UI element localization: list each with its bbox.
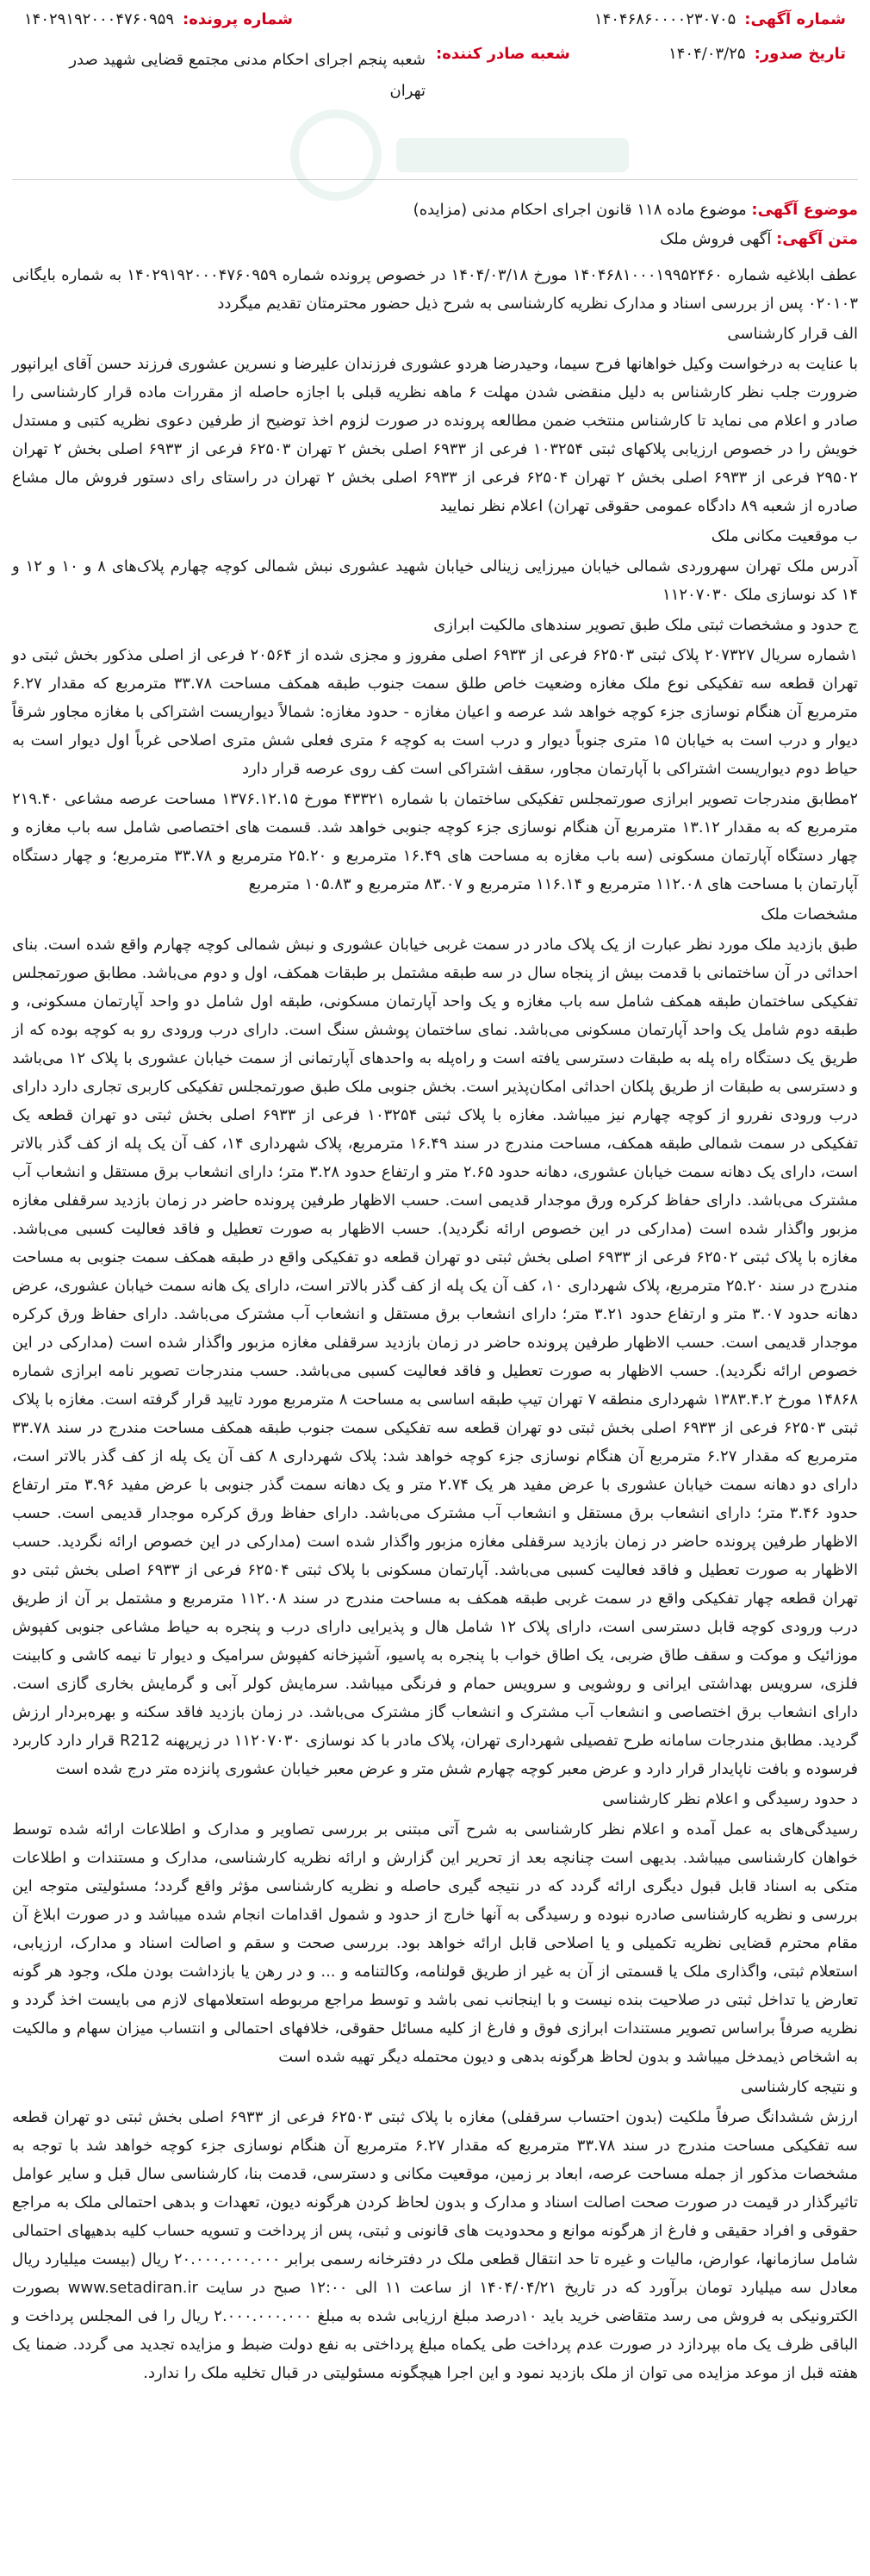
paragraph-scope: رسیدگی‌های به عمل آمده و اعلام نظر کارشناسی به شرح آتی مبتنی بر بررسی تصاویر و مدارک و اطلاعات ارائه شده توسط خواهان کارشناسی میباشد. بدیهی است چنانچه بعد از تحریر این گزارش و ارائه نظریه کارشناسی، مدارک و مستندات و اطلاعات متکی به اسناد قابل قبول دیگری ارائه گردد که در نتیجه گیری حاصله و نظریه کارشناسی مؤثر واقع گردد؛ مسئولیتی متوجه این بررسی و نظریه کارشناسی صادره نبوده و رسیدگی به آنها خارج از حدود و شمول اقدامات انجام شده میباشد و در صورت ابلاغ آن مقام محترم قضایی نظریه تکمیلی و یا اصلاحی قابل ارائه خواهد بود. بررسی صحت و سقم و اصالت اسناد و مدارک، ارزیابی، استعلام ثبتی، واگذاری ملک یا قسمتی از آن به غیر از طریق قولنامه، وکالتنامه و ... و در رهن یا بازداشت بودن ملک، وجود هر گونه تعارض یا تداخل ثبتی در صلاحیت بنده نیست و با اینجانب نمی باشد و توسط مراجع مربوطه استعلامهای لازم می بایست اخذ گردد و نظریه صرفاً براساس تصویر مستندات ابرازی فوق و فارغ از کلیه مسائل حقوقی، خلافهای احتمالی و انتساب میزان سهام و مالکیت به اشخاص ذیمدخل میباشد و بدون لحاظ هرگونه بدهی و دیون محتمله دیگر تهیه شده است: [12, 1820, 858, 2066]
paragraph-intro: عطف ابلاغیه شماره ۱۴۰۴۶۸۱۰۰۰۱۹۹۵۲۴۶۰ مورخ ۱۴۰۴/۰۳/۱۸ در خصوص پرونده شماره ۱۴۰۲۹۱۹۲۰۰۰۴۷۶۰۹۵۹ به شماره بایگانی ۰۲۰۱۰۳ پس از بررسی اسناد و مدارک نظریه کارشناسی به شرح ذیل حضور محترمتان تقدیم میگردد: [12, 266, 858, 313]
paragraph-address: آدرس ملک تهران سهروردی شمالی خیابان میرزایی زینالی خیابان شهید عشوری نبش شمالی کوچه چهارم پلاک‌های ۸ و ۱۰ و ۱۲ و ۱۴ کد نوسازی ملک ۱۱۲۰۷۰۳۰: [12, 557, 858, 604]
header-row-1: [24, 10, 846, 28]
section-heading-alef: الف قرار کارشناسی: [727, 325, 858, 343]
ad-number-label: شماره آگهی:: [744, 10, 846, 28]
ad-number-value: ۱۴۰۴۶۸۶۰۰۰۰۲۳۰۷۰۵: [593, 10, 736, 28]
paragraph-deed-1: ۱شماره سریال ۲۰۷۳۲۷ پلاک ثبتی ۶۲۵۰۳ فرعی از ۶۹۳۳ اصلی مفروز و مجزی شده از ۲۰۵۶۴ فرعی از اصلی مذکور بخش ثبتی دو تهران قطعه سه تفکیکی نوع ملک مغازه وضعیت خاص طلق سمت جنوب طبقه همکف مساحت ۳۳.۷۸ مترمربع که مقدار ۶.۲۷ مترمربع آن هنگام نوسازی جزء کوچه خواهد شد عرصه و اعیان مغازه - حدود مغازه: شمالاً دیواریست اشتراکی با مغازه مجاور شرقاً دیوار و درب است به خیابان ۱۵ متری جنوباً دیوار و درب است به کوچه ۶ متری فعلی شش متری اصلاحی غرباً اول دیوار است به حیاط دوم دیواریست اشتراکی با آپارتمان مجاور، سقف اشتراکی است کف روی عرصه قرار دارد: [12, 646, 859, 778]
subject-topic-label: موضوع آگهی:: [751, 201, 858, 219]
paragraph-result: ارزش ششدانگ صرفاً ملکیت (بدون احتساب سرقفلی) مغازه با پلاک ثبتی ۶۲۵۰۳ فرعی از ۶۹۳۳ اصلی بخش ثبتی دو تهران قطعه سه تفکیکی مساحت مندرج در سند ۳۳.۷۸ مترمربع که مقدار ۶.۲۷ مترمربع آن هنگام نوسازی جزء کوچه خواهد شد با توجه به مشخصات مذکور از جمله مساحت عرصه، ابعاد بر زمین، موقعیت مکانی و دسترسی، قدمت بنا، کارشناسی سال قبل و سایر عوامل تاثیرگذار در قیمت در صورت صحت اصالت اسناد و مدارک و بدون لحاظ کردن هرگونه دیون، تعهدات و بدهی احتمالی ملک به مراجع حقوقی و افراد حقیقی و فارغ از هرگونه موانع و محدودیت های قانونی و ثبتی، پس از پرداخت و تسویه حساب کلیه بدهیهای احتمالی شامل سازمانها، عوارض، مالیات و غیره تا حد انتقال قطعی ملک در دفترخانه رسمی برابر ۲۰.۰۰۰.۰۰۰.۰۰۰ ریال (بیست میلیارد ریال معادل سه میلیارد تومان برآورد که در تاریخ ۱۴۰۴/۰۴/۲۱ از ساعت ۱۱ الی ۱۲:۰۰ صبح در سایت www.setadiran.ir بصورت الکترونیکی به فروش می رسد متقاضی خرید باید ۱۰درصد مبلغ ارزیابی شده به مبلغ ۲.۰۰۰.۰۰۰.۰۰۰ ریال را فی المجلس پرداخت و الباقی ظرف یک ماه بپردازد در صورت عدم پرداخت طی یکماه مبلغ پرداختی به نفع دولت ضبط و مزایده تجدید می گردد. ضمنا یک هفته قبل از موعد مزایده می توان از ملک بازدید نمود و این اجرا هیچگونه مسئولیتی در قبال تخلیه ملک را ندارد.: [12, 2108, 859, 2382]
case-number: [24, 10, 293, 28]
issue-date: [668, 45, 846, 63]
subject-text-label: متن آگهی:: [776, 230, 858, 248]
section-heading-jim: ج حدود و مشخصات ثبتی ملک طبق تصویر سندهای مالکیت ابرازی: [433, 616, 858, 634]
ad-number: [594, 10, 846, 28]
issuer-value: شعبه پنجم اجرای احکام مدنی مجتمع قضایی شهید صدر تهران: [69, 51, 426, 100]
section-heading-be: ب موقعیت مکانی ملک: [711, 527, 858, 545]
section-heading-vav: و نتیجه کارشناسی: [740, 2078, 858, 2096]
case-number-label: شماره پرونده:: [183, 10, 293, 28]
paragraph-specs: طبق بازدید ملک مورد نظر عبارت از یک پلاک مادر در سمت غربی خیابان عشوری و نبش شمالی کوچه چهارم واقع شده است. بنای احداثی در آن ساختمانی با قدمت بیش از پنجاه سال در سه طبقه مشتمل بر طبقات همکف، اول و دوم می‌باشد. مطابق صورتمجلس تفکیکی ساختمان طبقه همکف شامل سه باب مغازه و یک واحد آپارتمان مسکونی، طبقه اول شامل دو واحد آپارتمان مسکونی، و طبقه دوم شامل یک واحد آپارتمان مسکونی می‌باشد. نمای ساختمان پوشش سنگ است. دارای درب ورودی رو به کوچه بوده که از طریق یک دستگاه راه پله به طبقات دسترسی یافته است و راه‌پله به واحدهای آپارتمانی از سمت خیابان عشوری با پلاک ۱۲ می‌باشد و دسترسی به طبقات از طریق پلکان احداثی امکان‌پذیر است. بخش جنوبی ملک طبق صورتمجلس تفکیکی کاربری تجاری دارد دارای درب ورودی نفررو از کوچه چهارم نیز میباشد. مغازه با پلاک ثبتی ۱۰۳۲۵۴ فرعی از ۶۹۳۳ اصلی بخش ثبتی دو تهران قطعه یک تفکیکی در سمت شمالی طبقه همکف، مساحت مندرج در سند ۱۶.۴۹ مترمربع، پلاک شهرداری ۱۴، کف آن یک پله از کف گذر بالاتر است، دارای یک دهانه سمت خیابان عشوری، دهانه حدود ۲.۶۵ متر و ارتفاع حدود ۳.۲۸ متر؛ دارای انشعاب برق مستقل و انشعاب آب مشترک می‌باشد. دارای حفاظ کرکره ورق موجدار قدیمی است. حسب الاظهار طرفین پرونده حاضر در زمان بازدید سرقفلی مغازه مزبور واگذار شده است (مدارکی در این خصوص ارائه نگردید). حسب الاظهار به صورت تعطیل و فاقد فعالیت کسبی می‌باشد. مغازه با پلاک ثبتی ۶۲۵۰۲ فرعی از ۶۹۳۳ اصلی بخش ثبتی دو تهران قطعه دو تفکیکی واقع در طبقه همکف سمت جنوبی به مساحت مندرج در سند ۲۵.۲۰ مترمربع، پلاک شهرداری ۱۰، کف آن یک پله از کف گذر بالاتر است، دارای یک هانه سمت خیابان عشوری، عرض دهانه حدود ۳.۰۷ متر و ارتفاع حدود ۳.۲۱ متر؛ دارای انشعاب برق مستقل و انشعاب آب مشترک می‌باشد. دارای حفاظ ورق کرکره موجدار قدیمی است. حسب الاظهار طرفین پرونده حاضر در زمان بازدید سرقفلی مغازه مزبور واگذار شده است (مدارکی در این خصوص ارائه نگردید). حسب الاظهار به صورت تعطیل و فاقد فعالیت کسبی می‌باشد. حسب مندرجات تصویر نامه ابرازی شماره ۱۴۸۶۸ مورخ ۱۳۸۳.۴.۲ شهرداری منطقه ۷ تهران تیپ طبقه اساسی به مساحت ۸ مترمربع مورد تایید قرار گرفته است. مغازه با پلاک ثبتی ۶۲۵۰۳ فرعی از ۶۹۳۳ اصلی بخش ثبتی دو تهران قطعه سه تفکیکی سمت جنوب طبقه همکف مساحت مندرج در سند ۳۳.۷۸ مترمربع که مقدار ۶.۲۷ مترمربع آن هنگام نوسازی جزء کوچه خواهد شد: پلاک شهرداری ۸ کف آن یک پله از کف گذر بالاتر است، دارای دو دهانه سمت خیابان عشوری با عرض مفید هر یک ۲.۷۴ متر و یک دهانه سمت گذر جنوبی با عرض مفید ۳.۹۶ متر ارتفاع حدود ۳.۴۶ متر؛ دارای انشعاب برق مستقل و انشعاب آب مشترک می‌باشد. دارای حفاظ ورق کرکره موجدار قدیمی است. حسب الاظهار طرفین پرونده حاضر در زمان بازدید سرقفلی مغازه مزبور واگذار شده است (مدارکی در این خصوص ارائه نگردید. حسب الاظهار به صورت تعطیل و فاقد فعالیت کسبی می‌باشد. آپارتمان مسکونی با پلاک ثبتی ۶۲۵۰۴ فرعی از ۶۹۳۳ اصلی بخش ثبتی دو تهران قطعه چهار تفکیکی واقع در سمت غربی طبقه همکف به مساحت مندرج در سند ۱۱۲.۰۸ مترمربع و مشتمل بر آن از طریق درب ورودی کوچه قابل دسترسی است، دارای پلاک ۱۲ شامل هال و پذیرایی دارای درب و پنجره به حیاط مشاعی جنوبی کفپوش موزائیک و موکت و سقف طاق ضربی، یک اطاق خواب با پنجره به پاسیو، آشپزخانه کفپوش سرامیک و دیوار تا نیمه کاشی و کابینت فلزی، سرویس بهداشتی ایرانی و روشویی و سرویس حمام و فرنگی میباشد. سرمایش کولر آبی و گرمایش بخاری گازی است. دارای انشعاب برق اختصاصی و انشعاب آب مشترک و انشعاب گاز مشترک می‌باشد. در زمان بازدید فاقد سکنه و بهره‌بردار ارزش گردید. مطابق مندرجات سامانه طرح تفصیلی شهرداری تهران، پلاک مادر با کد نوسازی ۱۱۲۰۷۰۳۰ در زیرپهنه R212 قرار دارد کاربرد فرسوده و بافت ناپایدار قرار دارد و عرض معبر کوچه چهارم شش متر و عرض معبر خیابان عشوری پانزده متر درج شده است: [12, 936, 859, 1778]
paragraph-deed-2: ۲مطابق مندرجات تصویر ابرازی صورتمجلس تفکیکی ساختمان با شماره ۴۳۳۲۱ مورخ ۱۳۷۶.۱۲.۱۵ مساحت عرصه مشاعی ۲۱۹.۴۰ مترمربع که به مقدار ۱۳.۱۲ مترمربع آن هنگام نوسازی جزء کوچه جنوبی خواهد شد. قسمت های اختصاصی شامل سه باب مغازه و چهار دستگاه آپارتمان مسکونی (سه باب مغازه به مساحت های ۱۶.۴۹ مترمربع و ۲۵.۲۰ مترمربع و ۳۳.۷۸ مترمربع؛ و چهار دستگاه آپارتمان با مساحت های ۱۱۲.۰۸ مترمربع و ۱۱۶.۱۴ مترمربع و ۸۳.۰۷ مترمربع و ۱۰۵.۸۳ مترمربع: [12, 790, 858, 893]
issue-date-label: تاریخ صدور:: [754, 45, 846, 63]
notice-body: [12, 261, 858, 2387]
issue-date-value: ۱۴۰۴/۰۳/۲۵: [668, 45, 746, 63]
case-number-value: ۱۴۰۲۹۱۹۲۰۰۰۴۷۶۰۹۵۹: [24, 10, 175, 28]
watermark-logo-icon: [284, 103, 646, 207]
section-heading-specs: مشخصات ملک: [761, 905, 858, 924]
subject-text: [12, 225, 858, 254]
section-heading-dal: د حدود رسیدگی و اعلام نظر کارشناسی: [602, 1790, 858, 1808]
subject-topic-value: موضوع ماده ۱۱۸ قانون اجرای احکام مدنی (مزایده): [413, 201, 747, 219]
issuer-label-cell: [436, 45, 570, 63]
paragraph-expert-order: با عنایت به درخواست وکیل خواهانها فرح سیما، وحیدرضا هردو عشوری فرزندان علیرضا و نسرین عشوری فرزند حسن آقای ایرانپور ضرورت جلب نظر کارشناس به دلیل منقضی شدن مهلت ۶ ماهه نظریه قبلی با اجازه حاصله از مقررات ماده قرار کارشناسی را صادر و اعلام می نماید تا کارشناس منتخب ضمن مطالعه پرونده در صورت لزوم اخذ توضیح از طرفین دعوی نظریه کتبی و مستدل خویش را در خصوص ارزیابی پلاکهای ثبتی ۱۰۳۲۵۴ فرعی از ۶۹۳۳ اصلی بخش ۲ تهران ۶۲۵۰۳ فرعی از ۶۹۳۳ اصلی بخش ۲ تهران ۲۹۵۰۲ فرعی از ۶۹۳۳ اصلی بخش ۲ تهران ۶۲۵۰۴ فرعی از ۶۹۳۳ اصلی بخش ۲ تهران در راستای رای دستور فروش مال مشاع صادره از شعبه ۸۹ دادگاه عمومی حقوقی تهران) اعلام نظر نمایید: [12, 355, 859, 515]
issuer-label: شعبه صادر کننده:: [436, 45, 570, 63]
subject-text-value: آگهی فروش ملک: [660, 230, 772, 248]
